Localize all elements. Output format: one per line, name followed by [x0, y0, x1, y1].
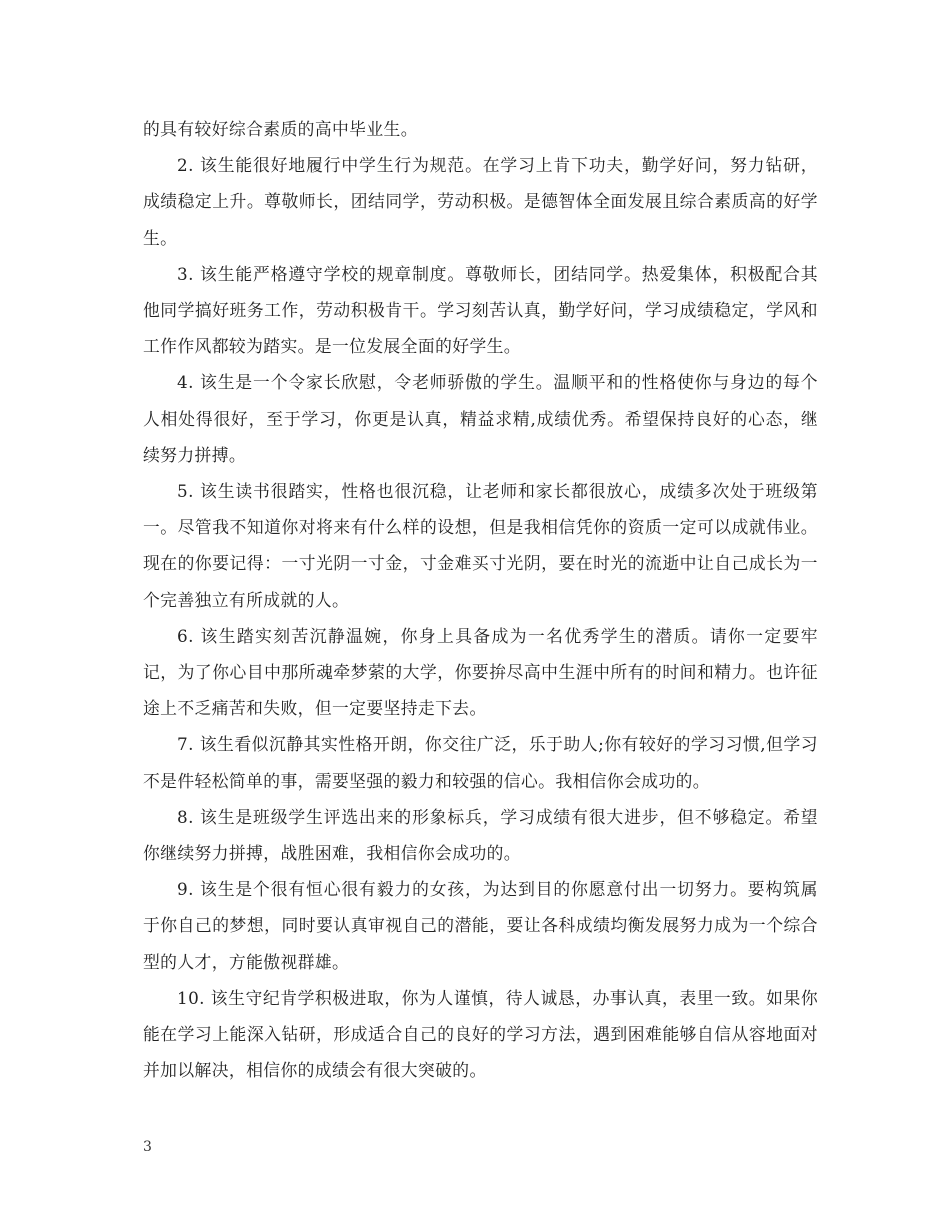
comment-paragraph-8: 8. 该生是班级学生评选出来的形象标兵，学习成绩有很大进步，但不够稳定。希望你继续努力拼搏，战胜困难，我相信你会成功的。: [143, 806, 818, 864]
comment-paragraph-9: 9. 该生是个很有恒心很有毅力的女孩，为达到目的你愿意付出一切努力。要构筑属于你自己的梦想，同时要认真审视自己的潜能，要让各科成绩均衡发展努力成为一个综合型的人才，方能傲视群雄。: [143, 879, 818, 972]
comment-paragraph-7: 7. 该生看似沉静其实性格开朗，你交往广泛，乐于助人;你有较好的学习习惯,但学习不是件轻松简单的事，需要坚强的毅力和较强的信心。我相信你会成功的。: [143, 734, 818, 791]
document-body: [143, 111, 818, 1088]
paragraph-continuation: 的具有较好综合素质的高中毕业生。: [143, 119, 418, 139]
comment-paragraph-3: 3. 该生能严格遵守学校的规章制度。尊敬师长，团结同学。热爱集体，积极配合其他同学搞好班务工作，劳动积极肯干。学习刻苦认真，勤学好问，学习成绩稳定，学风和工作作风都较为踏实。是一位发展全面的好学生。: [143, 263, 818, 357]
page-number: 3: [143, 1139, 152, 1155]
comment-paragraph-4: 4. 该生是一个令家长欣慰，令老师骄傲的学生。温顺平和的性格使你与身边的每个人相处得很好，至于学习，你更是认真，精益求精,成绩优秀。希望保持良好的心态，继续努力拼搏。: [143, 372, 818, 465]
comment-paragraph-5: 5. 该生读书很踏实，性格也很沉稳，让老师和家长都很放心，成绩多次处于班级第一。尽管我不知道你对将来有什么样的设想，但是我相信凭你的资质一定可以成就伟业。现在的你要记得：一寸光阴一寸金，寸金难买寸光阴，要在时光的流逝中让自己成长为一个完善独立有所成就的人。: [143, 481, 818, 610]
comment-paragraph-2: 2. 该生能很好地履行中学生行为规范。在学习上肯下功夫，勤学好问，努力钻研，成绩稳定上升。尊敬师长，团结同学，劳动积极。是德智体全面发展且综合素质高的好学生。: [143, 155, 818, 248]
comment-paragraph-6: 6. 该生踏实刻苦沉静温婉，你身上具备成为一名优秀学生的潜质。请你一定要牢记，为了你心目中那所魂牵梦萦的大学，你要拚尽高中生涯中所有的时间和精力。也许征途上不乏痛苦和失败，但一定要坚持走下去。: [143, 625, 818, 719]
comment-paragraph-10: 10. 该生守纪肯学积极进取，你为人谨慎，待人诚恳，办事认真，表里一致。如果你能在学习上能深入钻研，形成适合自己的良好的学习方法，遇到困难能够自信从容地面对并加以解决，相信你的成绩会有很大突破的。: [143, 987, 818, 1081]
